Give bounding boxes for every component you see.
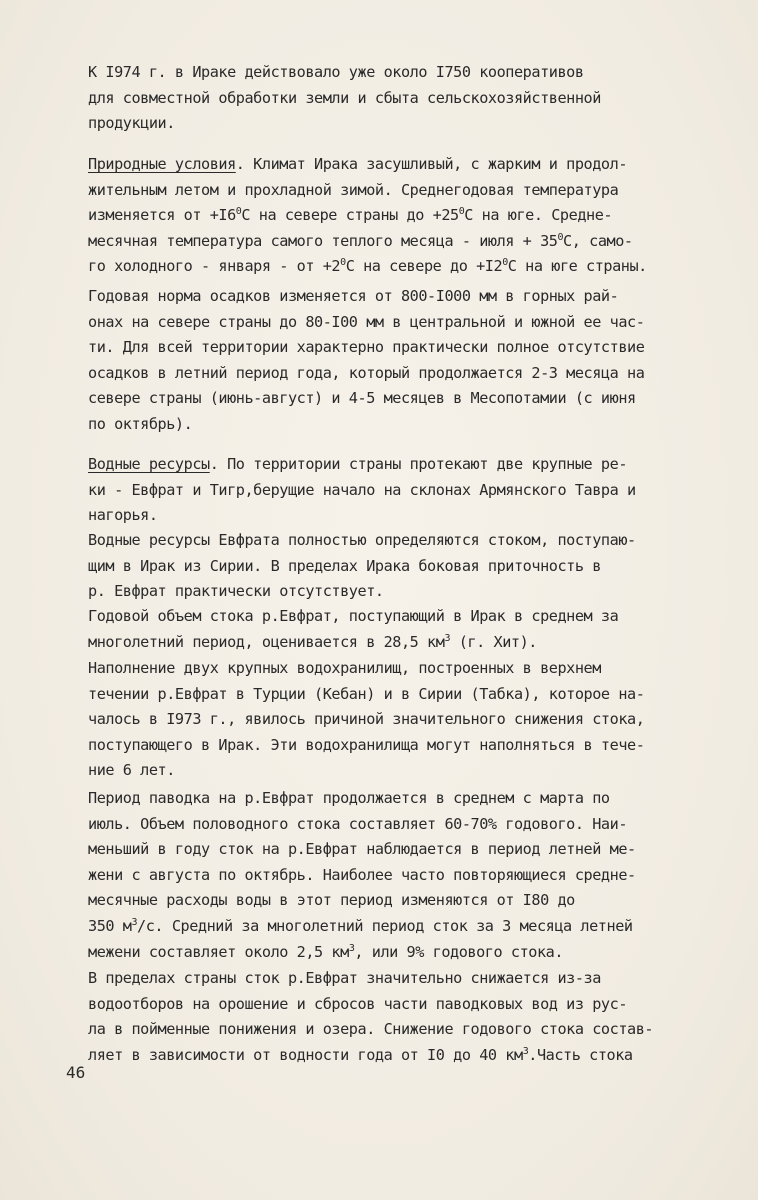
paragraph-annual-volume bbox=[88, 604, 748, 655]
paragraph-flood-period bbox=[88, 786, 748, 965]
text-line bbox=[88, 152, 748, 178]
text-fragment: , или 9% годового стока. bbox=[354, 942, 564, 961]
text-line: чалось в I973 г., явилось причиной значительного снижения стока, bbox=[88, 710, 645, 729]
paragraph-euphrates-resources bbox=[88, 528, 748, 605]
paragraph-water-resources bbox=[88, 452, 748, 529]
text-line bbox=[88, 452, 748, 478]
text-line: водоотборов на орошение и сбросов части паводковых вод из рус- bbox=[88, 994, 628, 1013]
section-heading-water-resources: Водные ресурсы bbox=[88, 455, 210, 473]
text-line: К I974 г. в Ираке действовало уже около I750 кооперативов bbox=[88, 63, 584, 81]
text-line: Годовой объем стока р.Евфрат, поступающий в Ирак в среднем за bbox=[88, 607, 619, 625]
superscript-cubic: 3 bbox=[348, 942, 355, 954]
text-line: меньший в году сток на р.Евфрат наблюдается в период летней ме- bbox=[88, 840, 636, 859]
superscript-degree: 0 bbox=[502, 257, 508, 269]
superscript-degree: 0 bbox=[458, 206, 465, 218]
text-line: жени с августа по октябрь. Наиболее часто повторяющиеся средне- bbox=[88, 865, 636, 884]
text-fragment: изменяется от +I6 bbox=[88, 206, 236, 225]
text-fragment: С на севере страны до +25 bbox=[241, 206, 459, 225]
text-line: севере страны (июнь-август) и 4-5 месяцев в Месопотамии (с июня bbox=[88, 389, 636, 408]
superscript-cubic: 3 bbox=[522, 1045, 529, 1057]
text-line: р. Евфрат практически отсутствует. bbox=[88, 582, 384, 601]
text-line: Наполнение двух крупных водохранилищ, построенных в верхнем bbox=[88, 659, 601, 677]
text-line: ла в пойменные понижения и озера. Снижение годового стока состав- bbox=[88, 1020, 654, 1039]
text-line: продукции. bbox=[88, 114, 175, 133]
section-heading-natural-conditions: Природные условия bbox=[88, 155, 236, 173]
text-fragment: ляет в зависимости от водности года от I0 до 40 км bbox=[88, 1045, 523, 1064]
text-line bbox=[88, 630, 748, 656]
text-line: Период паводка на р.Евфрат продолжается в среднем с марта по bbox=[88, 789, 610, 807]
text-fragment: месячная температура самого теплого месяца - июля + 35 bbox=[88, 231, 558, 250]
text-line: месячные расходы воды в этот период изменяются от I80 до bbox=[88, 891, 575, 910]
text-line: щим в Ирак из Сирии. В пределах Ирака боковая приточность в bbox=[88, 556, 601, 575]
superscript-cubic: 3 bbox=[131, 916, 138, 928]
text-fragment: 350 м bbox=[88, 916, 132, 935]
superscript-degree: 0 bbox=[557, 231, 564, 243]
text-fragment: многолетний период, оценивается в 28,5 км bbox=[88, 632, 445, 651]
text-fragment: . Климат Ирака засушливый, с жарким и продол- bbox=[235, 155, 628, 173]
text-line: поступающего в Ирак. Эти водохранилища могут наполняться в тече- bbox=[88, 735, 645, 754]
text-line: В пределах страны сток р.Евфрат значительно снижается из-за bbox=[88, 969, 601, 987]
text-fragment: С на юге. Средне- bbox=[464, 206, 613, 225]
text-line: ти. Для всей территории характерно практически полное отсутствие bbox=[88, 338, 645, 357]
text-fragment: С на юге страны. bbox=[507, 257, 647, 276]
text-line: по октябрь). bbox=[88, 414, 193, 433]
text-line: Водные ресурсы Евфрата полностью определяются стоком, поступаю- bbox=[88, 531, 636, 549]
paragraph-intro-cooperatives bbox=[88, 60, 748, 137]
page-number: 46 bbox=[66, 1063, 86, 1082]
text-fragment: .Часть стока bbox=[528, 1045, 633, 1064]
text-line: Годовая норма осадков изменяется от 800-I000 мм в горных рай- bbox=[88, 287, 619, 305]
text-line: ние 6 лет. bbox=[88, 761, 175, 780]
text-line bbox=[88, 914, 748, 940]
text-line: осадков в летний период года, который продолжается 2-3 месяца на bbox=[88, 363, 645, 382]
text-line bbox=[88, 254, 748, 280]
text-fragment: /с. Средний за многолетний период сток за 3 месяца летней bbox=[137, 916, 633, 935]
superscript-degree: 0 bbox=[235, 206, 242, 218]
text-line: ки - Евфрат и Тигр,берущие начало на склонах Армянского Тавра и bbox=[88, 480, 636, 499]
text-line: июль. Объем половодного стока составляет 60-70% годового. Наи- bbox=[88, 814, 628, 833]
text-fragment: С на севере до +I2 bbox=[345, 257, 503, 276]
paragraph-flow-reduction bbox=[88, 966, 748, 1068]
superscript-degree: 0 bbox=[340, 257, 346, 269]
paragraph-precipitation bbox=[88, 284, 748, 438]
text-line: онах на севере страны до 80-I00 мм в центральной и южной ее час- bbox=[88, 312, 645, 331]
text-line: жительным летом и прохладной зимой. Среднегодовая температура bbox=[88, 180, 619, 199]
text-line: нагорья. bbox=[88, 506, 158, 525]
text-line bbox=[88, 229, 748, 255]
text-fragment: го холодного - января - от +2 bbox=[88, 257, 341, 276]
paragraph-natural-conditions bbox=[88, 152, 748, 280]
text-line bbox=[88, 203, 748, 229]
text-fragment: межени составляет около 2,5 км bbox=[88, 942, 349, 961]
text-line bbox=[88, 1043, 748, 1069]
text-line bbox=[88, 940, 748, 966]
text-fragment: . По территории страны протекают две крупные ре- bbox=[209, 455, 628, 473]
text-line: течении р.Евфрат в Турции (Кебан) и в Сирии (Табка), которое на- bbox=[88, 684, 645, 703]
text-fragment: С, само- bbox=[563, 231, 633, 250]
superscript-cubic: 3 bbox=[444, 632, 451, 644]
paragraph-reservoirs bbox=[88, 656, 748, 784]
text-fragment: (г. Хит). bbox=[450, 632, 537, 651]
text-line: для совместной обработки земли и сбыта сельскохозяйственной bbox=[88, 88, 601, 107]
